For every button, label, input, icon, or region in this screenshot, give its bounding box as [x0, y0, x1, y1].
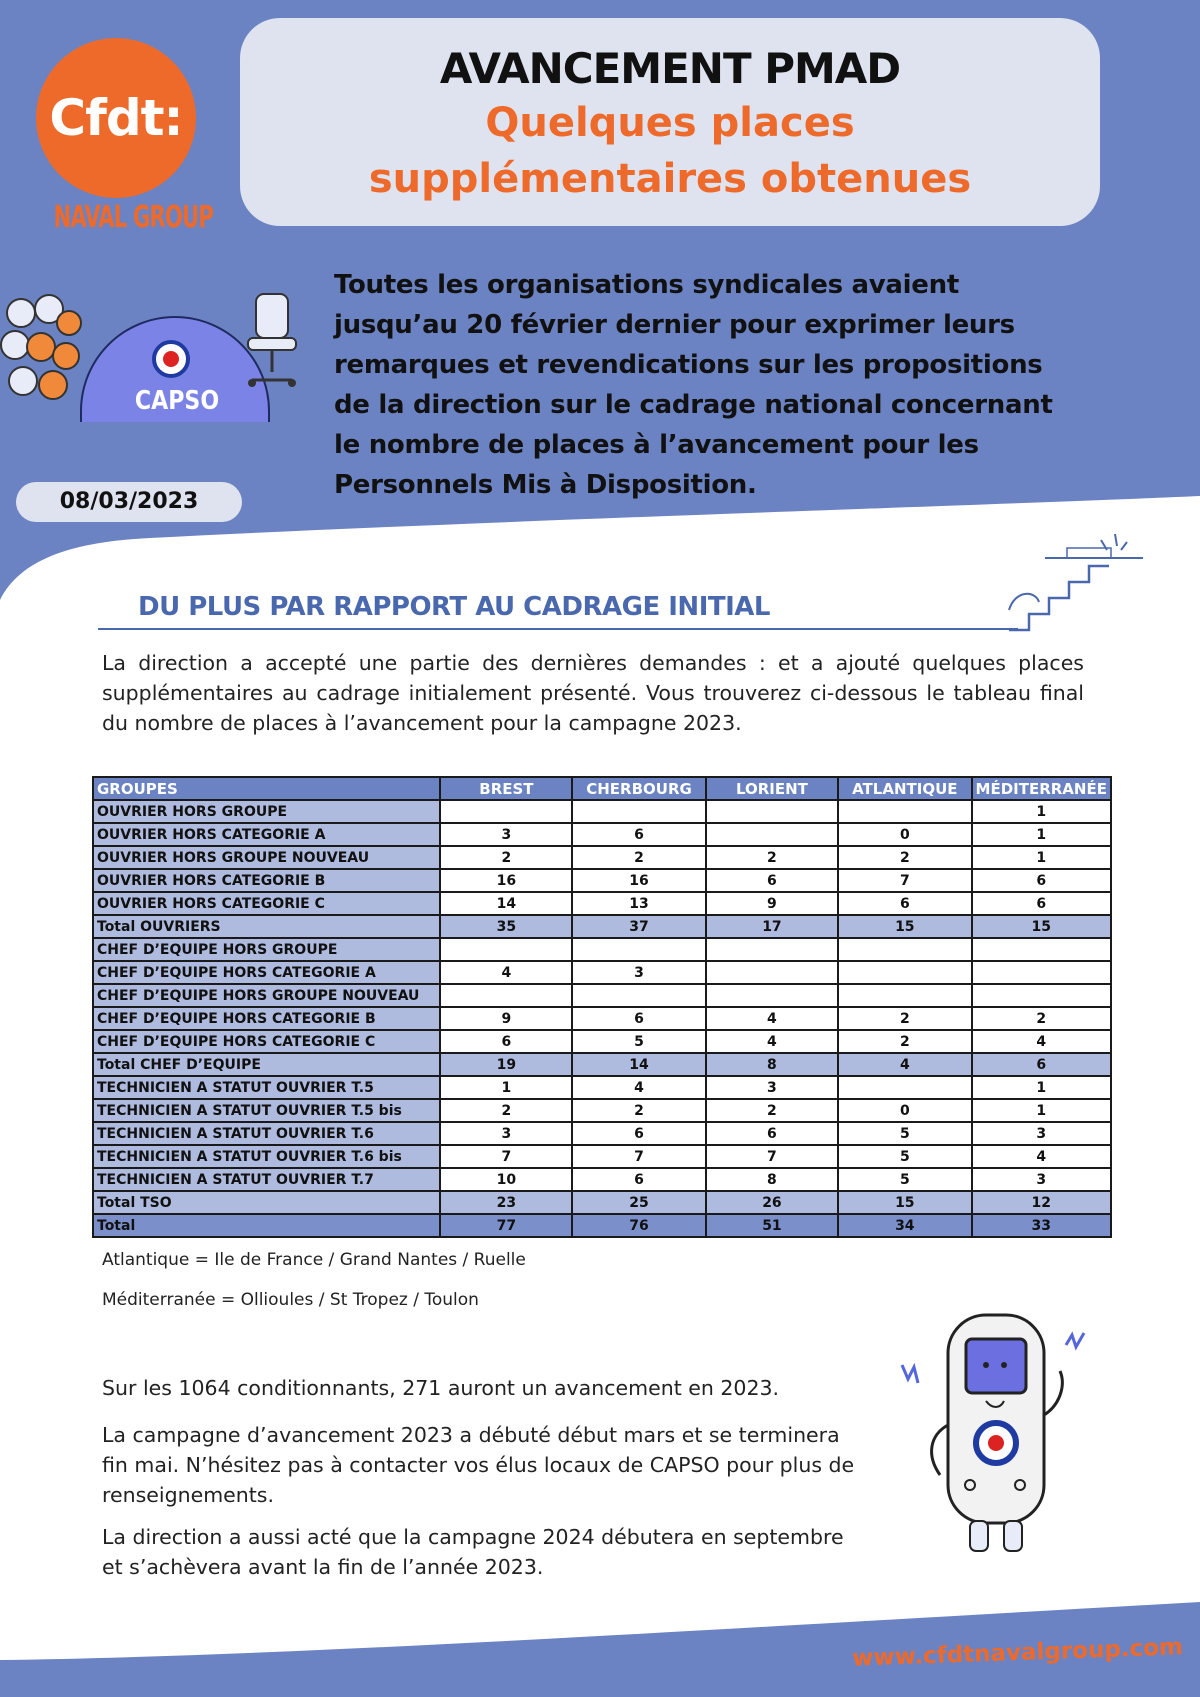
- cell-value: [572, 938, 705, 961]
- cell-value: 1: [972, 1099, 1112, 1122]
- table-row: [93, 938, 1111, 961]
- body-paragraph-3: La direction a aussi acté que la campagne 2024 débutera en septembre et s’achèvera avant la fin de l’année 2023.: [102, 1525, 844, 1579]
- cell-value: 35: [440, 915, 572, 938]
- title-box: [240, 18, 1100, 226]
- advancement-table: [92, 776, 1112, 1238]
- cell-value: 1: [972, 1076, 1112, 1099]
- cell-value: 4: [838, 1053, 971, 1076]
- cell-value: 76: [572, 1214, 705, 1237]
- capso-label: CAPSO: [134, 386, 220, 416]
- row-label: OUVRIER HORS CATEGORIE B: [93, 869, 440, 892]
- cell-value: 7: [706, 1145, 838, 1168]
- cell-value: 0: [838, 1099, 971, 1122]
- cell-value: [972, 938, 1112, 961]
- cell-value: 6: [706, 869, 838, 892]
- table-row: [93, 869, 1111, 892]
- table-body: [93, 800, 1111, 1237]
- row-label: TECHNICIEN A STATUT OUVRIER T.6: [93, 1122, 440, 1145]
- note-mediterranee: Méditerranée = Ollioules / St Tropez / Toulon: [102, 1290, 479, 1310]
- cell-value: [706, 800, 838, 823]
- cell-value: 13: [572, 892, 705, 915]
- row-label: CHEF D’EQUIPE HORS CATEGORIE A: [93, 961, 440, 984]
- row-label: Total TSO: [93, 1191, 440, 1214]
- header-groupes: GROUPES: [93, 777, 440, 800]
- cell-value: [706, 938, 838, 961]
- cell-value: 1: [972, 800, 1112, 823]
- cell-value: 4: [440, 961, 572, 984]
- cell-value: 7: [572, 1145, 705, 1168]
- cell-value: 34: [838, 1214, 971, 1237]
- page-title: AVANCEMENT PMAD: [439, 44, 901, 93]
- table-header-row: [93, 777, 1111, 800]
- cell-value: 4: [972, 1030, 1112, 1053]
- cell-value: 3: [572, 961, 705, 984]
- row-label: TECHNICIEN A STATUT OUVRIER T.6 bis: [93, 1145, 440, 1168]
- cell-value: [838, 961, 971, 984]
- cell-value: 23: [440, 1191, 572, 1214]
- cell-value: 2: [572, 846, 705, 869]
- table-row: [93, 892, 1111, 915]
- cell-value: 10: [440, 1168, 572, 1191]
- table-row: [93, 1099, 1111, 1122]
- table-row: [93, 915, 1111, 938]
- row-label: CHEF D’EQUIPE HORS GROUPE: [93, 938, 440, 961]
- cell-value: 5: [838, 1145, 971, 1168]
- subtitle-line-2: supplémentaires obtenues: [368, 156, 972, 202]
- table-row: [93, 1076, 1111, 1099]
- cell-value: 6: [972, 1053, 1112, 1076]
- cell-value: 6: [838, 892, 971, 915]
- cell-value: 6: [572, 1122, 705, 1145]
- row-label: Total CHEF D’EQUIPE: [93, 1053, 440, 1076]
- union-figures-illustration: [0, 292, 84, 412]
- cell-value: [972, 984, 1112, 1007]
- cell-value: [838, 1076, 971, 1099]
- cell-value: 6: [972, 892, 1112, 915]
- cell-value: [706, 984, 838, 1007]
- cell-value: 15: [838, 1191, 971, 1214]
- cell-value: 6: [572, 1168, 705, 1191]
- cell-value: 4: [706, 1007, 838, 1030]
- cell-value: 2: [440, 846, 572, 869]
- header-mediterranee: MÉDITERRANÉE: [972, 777, 1112, 800]
- cell-value: [440, 984, 572, 1007]
- cell-value: 12: [972, 1191, 1112, 1214]
- cell-value: 4: [972, 1145, 1112, 1168]
- row-label: Total: [93, 1214, 440, 1237]
- cell-value: 3: [706, 1076, 838, 1099]
- cell-value: 37: [572, 915, 705, 938]
- cell-value: [706, 961, 838, 984]
- cell-value: 6: [572, 823, 705, 846]
- table-row: [93, 1168, 1111, 1191]
- table-row: [93, 1214, 1111, 1237]
- cell-value: 4: [572, 1076, 705, 1099]
- cell-value: 16: [440, 869, 572, 892]
- cell-value: 25: [572, 1191, 705, 1214]
- table-row: [93, 1030, 1111, 1053]
- cell-value: 6: [972, 869, 1112, 892]
- body-paragraph-1: Sur les 1064 conditionnants, 271 auront un avancement en 2023.: [102, 1376, 780, 1400]
- cell-value: 9: [440, 1007, 572, 1030]
- cell-value: 9: [706, 892, 838, 915]
- cell-value: 5: [838, 1122, 971, 1145]
- section-title: DU PLUS PAR RAPPORT AU CADRAGE INITIAL: [138, 592, 770, 622]
- cell-value: 2: [838, 1030, 971, 1053]
- note-atlantique: Atlantique = Ile de France / Grand Nantes / Ruelle: [102, 1250, 526, 1270]
- cell-value: 2: [838, 1007, 971, 1030]
- row-label: TECHNICIEN A STATUT OUVRIER T.7: [93, 1168, 440, 1191]
- table-row: [93, 823, 1111, 846]
- cfdt-logo: [36, 38, 213, 235]
- cell-value: 15: [838, 915, 971, 938]
- cell-value: 3: [972, 1122, 1112, 1145]
- cell-value: 17: [706, 915, 838, 938]
- cell-value: 51: [706, 1214, 838, 1237]
- cell-value: [972, 961, 1112, 984]
- cell-value: 77: [440, 1214, 572, 1237]
- intro-paragraph: Toutes les organisations syndicales avaient jusqu’au 20 février dernier pour exprimer leurs remarques et revendications sur les propositions de la direction sur le cadrage national concernant le nombre de places à l’avancement pour les Personnels Mis à Disposition.: [334, 270, 1053, 500]
- cell-value: [838, 938, 971, 961]
- row-label: OUVRIER HORS CATEGORIE A: [93, 823, 440, 846]
- table-row: [93, 1145, 1111, 1168]
- cell-value: 0: [838, 823, 971, 846]
- cell-value: 14: [572, 1053, 705, 1076]
- row-label: CHEF D’EQUIPE HORS CATEGORIE B: [93, 1007, 440, 1030]
- header-atlantique: ATLANTIQUE: [838, 777, 971, 800]
- table-row: [93, 1122, 1111, 1145]
- cell-value: 3: [440, 823, 572, 846]
- row-label: CHEF D’EQUIPE HORS GROUPE NOUVEAU: [93, 984, 440, 1007]
- cell-value: 1: [440, 1076, 572, 1099]
- header-lorient: LORIENT: [706, 777, 838, 800]
- cell-value: 33: [972, 1214, 1112, 1237]
- cell-value: 19: [440, 1053, 572, 1076]
- logo-subtitle: NAVAL GROUP: [53, 200, 213, 235]
- table-row: [93, 800, 1111, 823]
- cell-value: 3: [972, 1168, 1112, 1191]
- cell-value: 5: [838, 1168, 971, 1191]
- cell-value: 2: [706, 846, 838, 869]
- header-cherbourg: CHERBOURG: [572, 777, 705, 800]
- cell-value: 3: [440, 1122, 572, 1145]
- cell-value: 2: [838, 846, 971, 869]
- row-label: OUVRIER HORS GROUPE: [93, 800, 440, 823]
- cell-value: 2: [706, 1099, 838, 1122]
- cell-value: 2: [440, 1099, 572, 1122]
- cell-value: 7: [440, 1145, 572, 1168]
- table-row: [93, 846, 1111, 869]
- row-label: TECHNICIEN A STATUT OUVRIER T.5 bis: [93, 1099, 440, 1122]
- cell-value: [838, 984, 971, 1007]
- cell-value: [572, 984, 705, 1007]
- table-row: [93, 984, 1111, 1007]
- cell-value: 6: [706, 1122, 838, 1145]
- cell-value: 6: [440, 1030, 572, 1053]
- row-label: CHEF D’EQUIPE HORS CATEGORIE C: [93, 1030, 440, 1053]
- body-paragraph-2: La campagne d’avancement 2023 a débuté début mars et se terminera fin mai. N’hésitez pas à contacter vos élus locaux de CAPSO pour plus de renseignements.: [102, 1423, 855, 1507]
- cell-value: 6: [572, 1007, 705, 1030]
- date-badge: 08/03/2023: [16, 482, 242, 522]
- table-row: [93, 1007, 1111, 1030]
- row-label: TECHNICIEN A STATUT OUVRIER T.5: [93, 1076, 440, 1099]
- cell-value: 1: [972, 823, 1112, 846]
- row-label: OUVRIER HORS GROUPE NOUVEAU: [93, 846, 440, 869]
- cell-value: 16: [572, 869, 705, 892]
- cell-value: [440, 800, 572, 823]
- cell-value: 8: [706, 1053, 838, 1076]
- cell-value: 5: [572, 1030, 705, 1053]
- cell-value: [838, 800, 971, 823]
- mascot-illustration: [900, 1305, 1090, 1565]
- office-chair-illustration: [242, 290, 302, 390]
- header-brest: BREST: [440, 777, 572, 800]
- cell-value: 4: [706, 1030, 838, 1053]
- cell-value: [706, 823, 838, 846]
- cell-value: 1: [972, 846, 1112, 869]
- cell-value: 2: [972, 1007, 1112, 1030]
- cell-value: [572, 800, 705, 823]
- section-paragraph: La direction a accepté une partie des dernières demandes : et a ajouté quelques places supplémentaires au cadrage initialement présenté. Vous trouverez ci-dessous le tableau final du nombre de places à l’avancement pour la campagne 2023.: [102, 651, 1084, 735]
- subtitle-line-1: Quelques places: [485, 100, 855, 146]
- cell-value: [440, 938, 572, 961]
- section-divider: [98, 628, 1018, 630]
- row-label: Total OUVRIERS: [93, 915, 440, 938]
- cell-value: 7: [838, 869, 971, 892]
- logo-text: Cfdt:: [36, 38, 196, 198]
- stairs-illustration: [1005, 530, 1145, 640]
- footer-website-link[interactable]: www.cfdtnavalgroup.com: [851, 1634, 1184, 1672]
- cell-value: 26: [706, 1191, 838, 1214]
- cell-value: 14: [440, 892, 572, 915]
- cell-value: 2: [572, 1099, 705, 1122]
- cockade-icon: [152, 340, 190, 378]
- row-label: OUVRIER HORS CATEGORIE C: [93, 892, 440, 915]
- table-row: [93, 1191, 1111, 1214]
- cell-value: 8: [706, 1168, 838, 1191]
- table-row: [93, 961, 1111, 984]
- cell-value: 15: [972, 915, 1112, 938]
- table-row: [93, 1053, 1111, 1076]
